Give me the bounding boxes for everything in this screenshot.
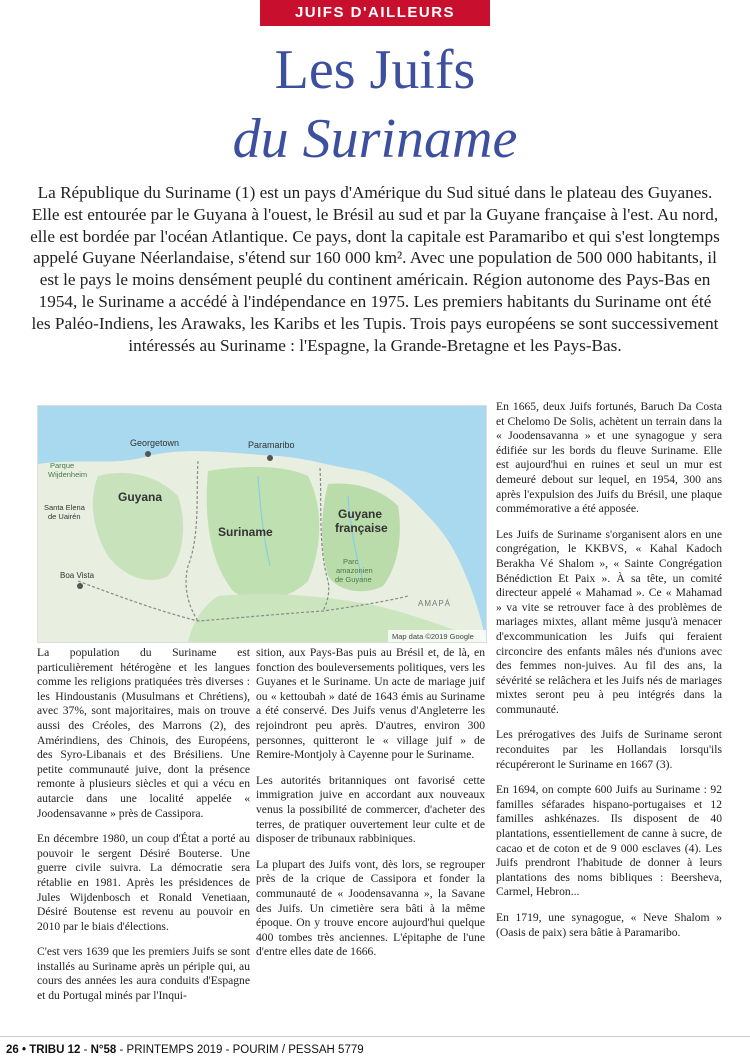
footer-rule xyxy=(0,1036,750,1037)
page-title-line-2: du Suriname xyxy=(232,108,518,170)
column-right xyxy=(496,400,722,951)
column-left xyxy=(37,646,250,1015)
column-middle xyxy=(256,646,485,971)
col-a-paragraph: La population du Suriname est particulièrement hétérogène et les langues comme les religions pratiquées très diverses : les Hindoustanis (Musulmans et Chrétiens), avec 37%, sont majoritaires, mais on trouve aussi des Créoles, des Marrons (2), des Amérindiens, des Chinois, des Européens, des Syro-Libanais et des Brésiliens. Une petite communauté juive, dont la présence remonte à plusieurs siècles et qui a vécu en autarcie dans une localité appelée « Joodensavanne » près de Cassipora. xyxy=(37,646,250,820)
intro-paragraph: La République du Suriname (1) est un pays d'Amérique du Sud situé dans le plateau des Guyanes. Elle est entourée par le Guyana à l'ouest, le Brésil au sud et par la Guyane française à l'est. Au nord, elle est bordée par l'océan Atlantique. Ce pays, dont la capitale est Paramaribo et qui s'est longtemps appelé Guyane Néerlandaise, s'étend sur 160 000 km². Avec une population de 500 000 habitants, il est le pays le moins densément peuplé du continent américain. Région autonome des Pays-Bas en 1954, le Suriname a accédé à l'indépendance en 1975. Les premiers habitants du Suriname ont été les Paléo-Indiens, les Arawaks, les Karibs et les Tupis. Trois pays européens se sont successivement intéressés au Suriname : l'Espagne, la Grande-Bretagne et les Pays-Bas. xyxy=(30,183,720,355)
col-c-paragraph: En 1719, une synagogue, « Neve Shalom » (Oasis de paix) sera bâtie à Paramaribo. xyxy=(496,911,722,939)
col-a-paragraph: En décembre 1980, un coup d'État a porté au pouvoir le sergent Désiré Bouterse. Une guerre civile suivra. La démocratie sera rétablie en 1981. Après les présidences de Jules Wijdenbosch et Ronald Venetiaan, Désiré Boutense est revenu au pouvoir en 2010 par le biais d'élections. xyxy=(37,832,250,933)
label-guyane-1: Guyane xyxy=(338,507,383,521)
label-parc-3: de Guyane xyxy=(335,575,372,584)
label-amapa: AMAPÁ xyxy=(418,599,452,608)
label-santa-elena-1: Santa Elena xyxy=(44,503,85,512)
page-number: 26 xyxy=(6,1044,19,1056)
col-c-paragraph: En 1665, deux Juifs fortunés, Baruch Da Costa et Chelomo De Solis, achètent un terrain dans la « Joodensavanna » et une synagogue y sera édifiée sur les bords du fleuve Suriname. Elle est aujourd'hui en ruines et seul un mur est demeuré debout sur lequel, en 1954, 300 ans après l'expulsion des Juifs du Brésil, une plaque commémorative a été apposée. xyxy=(496,400,722,516)
col-a-paragraph: C'est vers 1639 que les premiers Juifs se sont installés au Suriname après un périple qui, au cours des années les aura conduits d'Espagne et du Portugal minés par l'Inqui- xyxy=(37,945,250,1003)
issue-number: N°58 xyxy=(90,1044,117,1056)
label-parc-1: Parc xyxy=(343,557,359,566)
col-b-paragraph: Les autorités britanniques ont favorisé cette immigration juive en accordant aux nouveaux venus la possibilité de commercer, d'acheter des terres, de pratiquer ouvertement leur culte et de disposer de tribunaux rabbiniques. xyxy=(256,773,485,846)
suriname-map xyxy=(37,405,487,643)
georgetown-dot xyxy=(145,451,151,457)
label-paramaribo: Paramaribo xyxy=(248,440,295,450)
map-credit: Map data ©2019 Google xyxy=(392,632,474,641)
footer-sep: - xyxy=(83,1044,91,1056)
label-guyana: Guyana xyxy=(118,490,163,504)
map-graphic xyxy=(38,406,486,642)
col-b-paragraph: sition, aux Pays-Bas puis au Brésil et, de là, en fonction des bouleversements politiques, vers les Guyanes et le Suriname. Un acte de mariage juif ou « kettoubah » daté de 1643 émis au Suriname a été conservé. Des Juifs venus d'Angleterre les rejoindront peu après. D'autres, environ 300 personnes, quitteront le « village juif » de Remire-Montjoly à Cayenne pour le Suriname. xyxy=(256,646,485,762)
edition: PRINTEMPS 2019 - POURIM / PESSAH 5779 xyxy=(126,1044,364,1056)
paramaribo-dot xyxy=(267,455,273,461)
label-wapichan-1: Parque xyxy=(50,461,75,470)
boa-vista-dot xyxy=(77,583,83,589)
label-parc-2: amazonien xyxy=(336,566,373,575)
label-georgetown: Georgetown xyxy=(130,438,180,448)
col-c-paragraph: Les prérogatives des Juifs de Suriname seront reconduites par les Hollandais lorsqu'ils récupéreront le Suriname en 1667 (3). xyxy=(496,728,722,771)
label-suriname: Suriname xyxy=(218,525,273,539)
section-tag: JUIFS D'AILLEURS xyxy=(260,0,490,26)
label-wapichan-2: Wijdenheim xyxy=(48,470,88,479)
col-b-paragraph: La plupart des Juifs vont, dès lors, se regrouper près de la crique de Cassipora et fonder la communauté de « Joodensavanna », la Savane des Juifs. Un cimetière sera bâti à la même époque. On y trouve encore aujourd'hui quelque 400 tombes très anciennes. L'épitaphe de l'une d'entre elles date de 1666. xyxy=(256,857,485,959)
page-footer xyxy=(0,1040,750,1061)
footer-sep: - xyxy=(119,1044,127,1056)
footer-bullet: • xyxy=(22,1044,27,1056)
col-c-paragraph: En 1694, on compte 600 Juifs au Suriname : 92 familles séfarades hispano-portugaises et 12 familles ashkénazes. Ils disposent de 40 plantations, essentiellement de canne à sucre, de cacao et de coton et de 9 000 esclaves (4). Les Juifs prendront l'habitude de donner à leurs plantations des noms bibliques : Beersheva, Carmel, Hebron... xyxy=(496,783,722,899)
label-guyane-2: française xyxy=(335,521,388,535)
label-boa-vista: Boa Vista xyxy=(60,571,95,580)
col-c-paragraph: Les Juifs de Suriname s'organisent alors en une congrégation, le KKBVS, « Kahal Kadoch Berakha Vé Shalom », « Sainte Congrégation Bénédiction Et Paix ». À sa tête, un comité directeur appelé « Mahamad ». Ce « Mahamad » va vite se retrouver face à des problèmes de mariages mixtes, allant même jusqu'à menacer d'excommunication les Juifs qui feraient circoncire des enfants mâles nés d'unions avec des femmes non-juives. Au fil des ans, la sévérité se relâchera et les Juifs nés de mariages mixtes seront peu à peu intégrés dans la communauté. xyxy=(496,527,722,716)
page-title-line-1: Les Juifs xyxy=(274,39,476,101)
magazine-name: TRIBU 12 xyxy=(29,1044,81,1056)
label-santa-elena-2: de Uairén xyxy=(48,512,81,521)
